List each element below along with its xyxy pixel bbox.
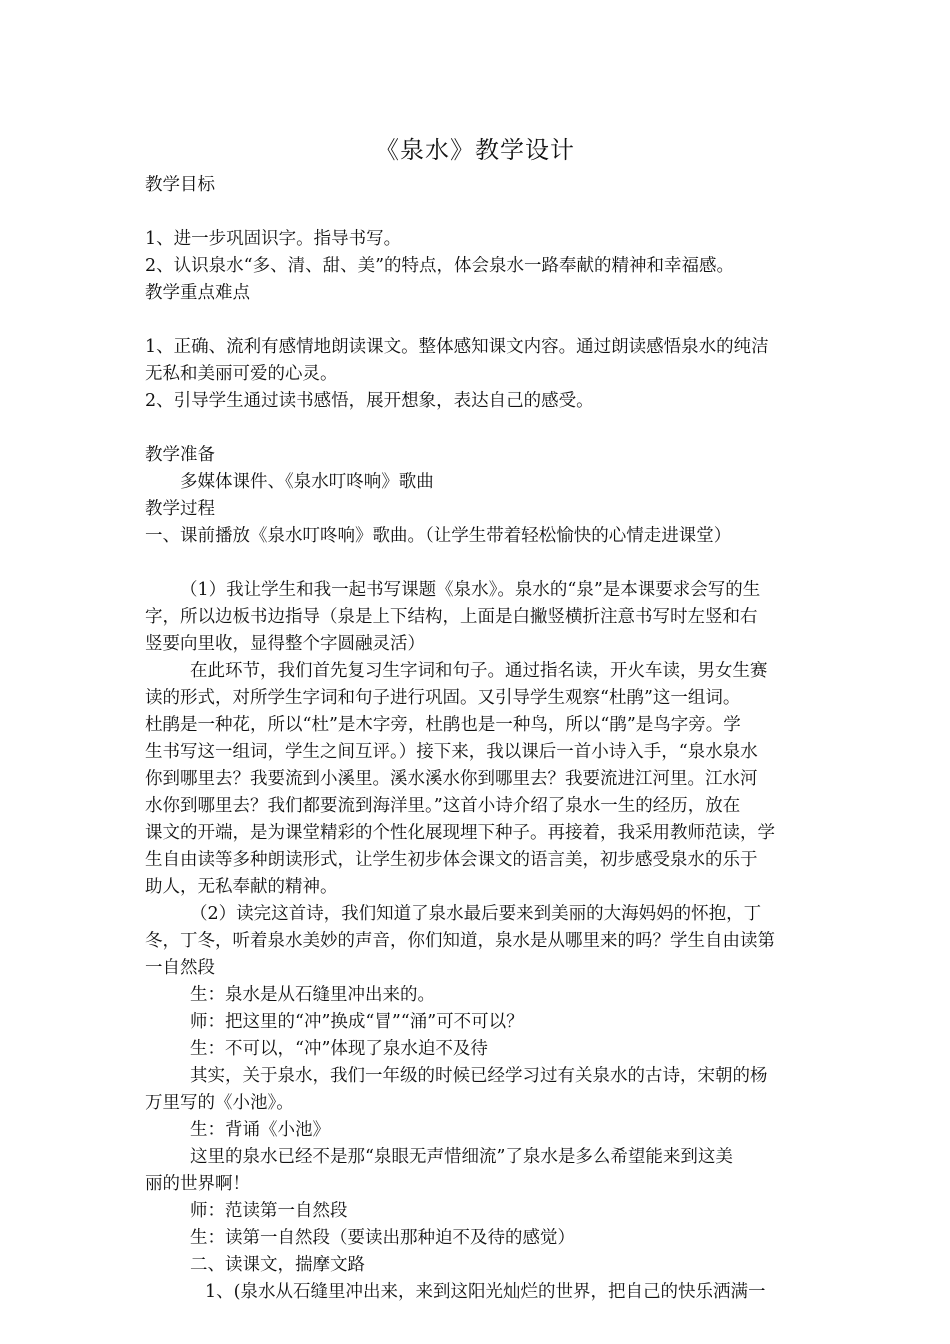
key-point-1-line-1: 1、正确、流利有感情地朗读课文。整体感知课文内容。通过朗读感悟泉水的纯洁 bbox=[145, 337, 769, 357]
dialogue-line: 师：范读第一自然段 bbox=[190, 1201, 348, 1221]
section-heading-key-points: 教学重点难点 bbox=[145, 283, 250, 303]
key-point-1-line-2: 无私和美丽可爱的心灵。 bbox=[145, 364, 338, 384]
paragraph-line: 这里的泉水已经不是那“泉眼无声惜细流”了泉水是多么希望能来到这美 bbox=[190, 1147, 733, 1167]
paragraph-line: 你到哪里去？我要流到小溪里。溪水溪水你到哪里去？我要流进江河里。江水河 bbox=[145, 769, 758, 789]
dialogue-line: 生：读第一自然段（要读出那种迫不及待的感觉） bbox=[190, 1228, 575, 1248]
dialogue-line: 生：不可以，“冲”体现了泉水迫不及待 bbox=[190, 1039, 488, 1059]
process-step-2: 二、读课文，揣摩文路 bbox=[190, 1255, 365, 1275]
blank-line bbox=[145, 415, 810, 442]
paragraph-line: 杜鹃是一种花，所以“杜”是木字旁，杜鹃也是一种鸟，所以“鹃”是鸟字旁。学 bbox=[145, 715, 741, 735]
preparation-materials: 多媒体课件、《泉水叮咚响》歌曲 bbox=[180, 472, 434, 492]
document-title: 《泉水》教学设计 bbox=[375, 136, 575, 164]
dialogue-line: 师：把这里的“冲”换成“冒”“涌”可不可以？ bbox=[190, 1012, 524, 1032]
paragraph-line: 竖要向里收，显得整个字圆融灵活） bbox=[145, 634, 425, 654]
section-heading-preparation: 教学准备 bbox=[145, 445, 215, 465]
paragraph-line: （1）我让学生和我一起书写课题《泉水》。泉水的“泉”是本课要求会写的生 bbox=[180, 580, 761, 600]
goal-item-2: 2、认识泉水“多、清、甜、美”的特点，体会泉水一路奉献的精神和幸福感。 bbox=[145, 256, 735, 276]
paragraph-line: 在此环节，我们首先复习生字词和句子。通过指名读，开火车读，男女生赛 bbox=[190, 661, 768, 681]
process-step-1: 一、课前播放《泉水叮咚响》歌曲。（让学生带着轻松愉快的心情走进课堂） bbox=[145, 526, 732, 546]
paragraph-line: 生自由读等多种朗读形式，让学生初步体会课文的语言美，初步感受泉水的乐于 bbox=[145, 850, 758, 870]
paragraph-line: 读的形式，对所学生字词和句子进行巩固。又引导学生观察“杜鹃”这一组词。 bbox=[145, 688, 741, 708]
dialogue-line: 生：泉水是从石缝里冲出来的。 bbox=[190, 985, 435, 1005]
paragraph-line: 冬，丁冬，听着泉水美妙的声音，你们知道，泉水是从哪里来的吗？学生自由读第 bbox=[145, 931, 775, 951]
dialogue-line: 生：背诵《小池》 bbox=[190, 1120, 330, 1140]
paragraph-line: 课文的开端，是为课堂精彩的个性化展现埋下种子。再接着，我采用教师范读，学 bbox=[145, 823, 775, 843]
paragraph-line: 水你到哪里去？我们都要流到海洋里。”这首小诗介绍了泉水一生的经历，放在 bbox=[145, 796, 741, 816]
section-heading-teaching-goals: 教学目标 bbox=[145, 175, 215, 195]
paragraph-line: 字，所以边板书边指导（泉是上下结构，上面是白撇竖横折注意书写时左竖和右 bbox=[145, 607, 758, 627]
blank-line bbox=[145, 307, 810, 334]
paragraph-line: 一自然段 bbox=[145, 958, 215, 978]
document-body bbox=[145, 172, 810, 1306]
paragraph-line: 助人，无私奉献的精神。 bbox=[145, 877, 338, 897]
paragraph-line: （2）读完这首诗，我们知道了泉水最后要来到美丽的大海妈妈的怀抱，丁 bbox=[190, 904, 762, 924]
key-point-2: 2、引导学生通过读书感悟，展开想象，表达自己的感受。 bbox=[145, 391, 594, 411]
blank-line bbox=[145, 550, 810, 577]
goal-item-1: 1、进一步巩固识字。指导书写。 bbox=[145, 229, 402, 249]
paragraph-line: 生书写这一组词，学生之间互评。）接下来，我以课后一首小诗入手，“泉水泉水 bbox=[145, 742, 758, 762]
paragraph-line: 1、(泉水从石缝里冲出来，来到这阳光灿烂的世界，把自己的快乐洒满一 bbox=[205, 1282, 766, 1302]
paragraph-line: 万里写的《小池》。 bbox=[145, 1093, 294, 1113]
blank-line bbox=[145, 199, 810, 226]
paragraph-line: 丽的世界啊！ bbox=[145, 1174, 250, 1194]
paragraph-line: 其实，关于泉水，我们一年级的时候已经学习过有关泉水的古诗，宋朝的杨 bbox=[190, 1066, 768, 1086]
section-heading-process: 教学过程 bbox=[145, 499, 215, 519]
